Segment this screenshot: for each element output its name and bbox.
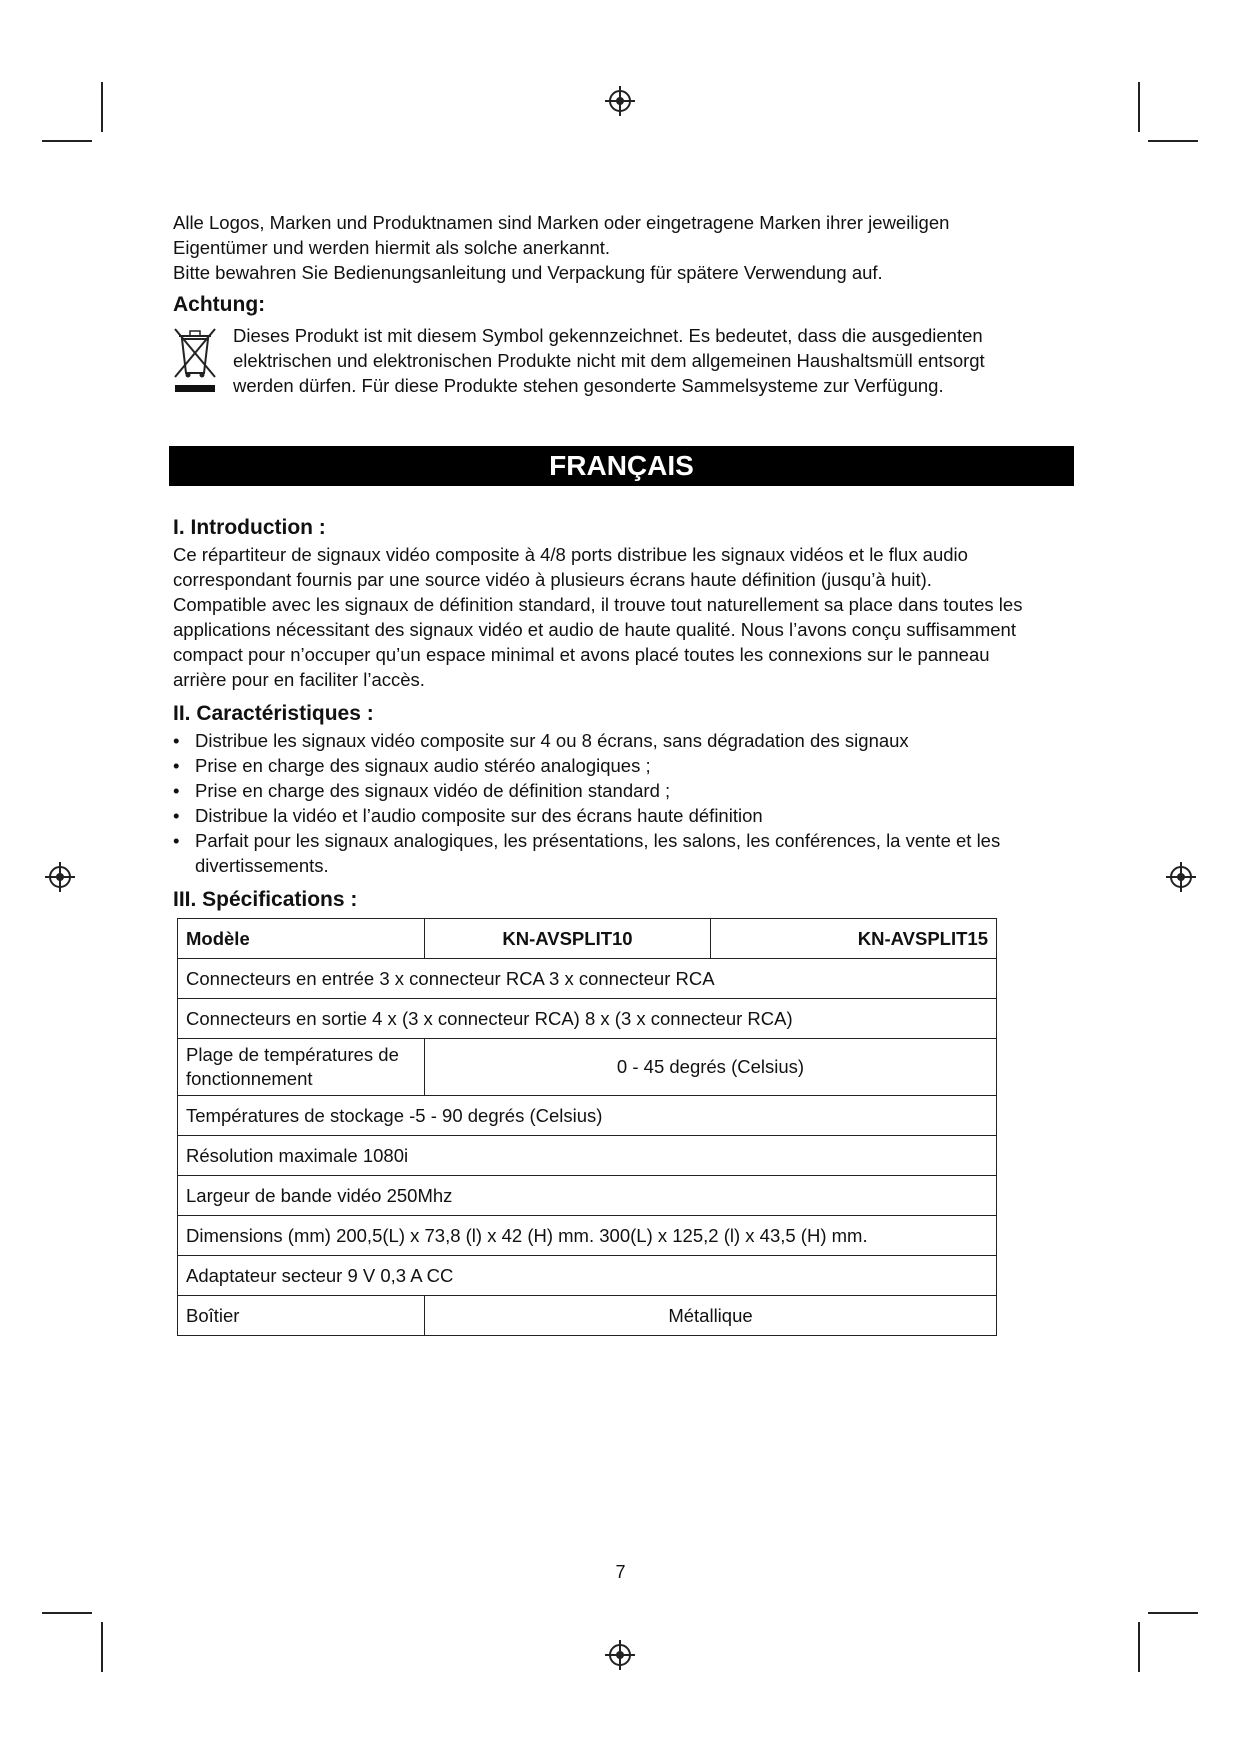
list-item [173, 728, 1073, 753]
table-header-row [178, 919, 997, 959]
table-row [178, 999, 997, 1039]
table-row [178, 1256, 997, 1296]
table-cell: Adaptateur secteur 9 V 0,3 A CC [178, 1256, 997, 1296]
language-banner: FRANÇAIS [169, 446, 1074, 486]
table-cell: Dimensions (mm) 200,5(L) x 73,8 (l) x 42 (H) mm. 300(L) x 125,2 (l) x 43,5 (H) mm. [178, 1216, 997, 1256]
crop-mark-top-right-horizontal [1148, 140, 1198, 142]
features-list [173, 728, 1073, 878]
crop-mark-bottom-right-horizontal [1148, 1612, 1198, 1614]
crop-mark-top-right-vertical [1138, 82, 1140, 132]
warning-heading: Achtung: [173, 293, 266, 316]
list-item-text: Parfait pour les signaux analogiques, les présentations, les salons, les conférences, la vente et les [195, 830, 1001, 851]
crop-mark-bottom-left-horizontal [42, 1612, 92, 1614]
list-item-text: Distribue les signaux vidéo composite sur 4 ou 8 écrans, sans dégradation des signaux [195, 730, 909, 751]
registration-mark-icon [45, 862, 75, 892]
crop-mark-bottom-right-vertical [1138, 1622, 1140, 1672]
specifications-heading: III. Spécifications : [173, 888, 358, 911]
table-row [178, 1176, 997, 1216]
table-row [178, 1296, 997, 1336]
table-cell [178, 1039, 425, 1096]
introduction-heading: I. Introduction : [173, 516, 326, 539]
list-item-text: Prise en charge des signaux audio stéréo analogiques ; [195, 755, 651, 776]
text-line: elektrischen und elektronischen Produkte nicht mit dem allgemeinen Haushaltsmüll entsorgt [233, 350, 985, 371]
crop-mark-top-left-vertical [101, 82, 103, 132]
registration-mark-icon [1166, 862, 1196, 892]
registration-mark-icon [605, 1640, 635, 1670]
text-line: Ce répartiteur de signaux vidéo composite à 4/8 ports distribue les signaux vidéos et le flux audio [173, 544, 968, 565]
weee-notice [173, 323, 1073, 398]
crop-mark-bottom-left-vertical [101, 1622, 103, 1672]
table-cell: Températures de stockage -5 - 90 degrés (Celsius) [178, 1096, 997, 1136]
table-row [178, 1136, 997, 1176]
table-cell: 0 - 45 degrés (Celsius) [425, 1039, 997, 1096]
registration-mark-icon [605, 86, 635, 116]
crop-mark-top-left-horizontal [42, 140, 92, 142]
cell-text-line: Plage de températures de [186, 1044, 399, 1065]
table-header-cell: Modèle [178, 919, 425, 959]
table-row [178, 1096, 997, 1136]
table-header-cell: KN-AVSPLIT10 [425, 919, 711, 959]
crossed-out-bin-icon [173, 325, 217, 393]
specifications-section [173, 886, 1073, 1336]
list-item [173, 803, 1073, 828]
features-heading: II. Caractéristiques : [173, 702, 374, 725]
list-item-text: Distribue la vidéo et l’audio composite sur des écrans haute définition [195, 805, 763, 826]
page-content [173, 210, 1073, 1336]
text-line: Eigentümer und werden hiermit als solche anerkannt. [173, 237, 611, 258]
table-cell: Connecteurs en entrée 3 x connecteur RCA 3 x connecteur RCA [178, 959, 997, 999]
table-row [178, 959, 997, 999]
list-item-text: Prise en charge des signaux vidéo de définition standard ; [195, 780, 671, 801]
text-line: correspondant fournis par une source vidéo à plusieurs écrans haute définition (jusqu’à huit). [173, 569, 932, 590]
german-legal-notice [173, 210, 1073, 398]
table-cell: Connecteurs en sortie 4 x (3 x connecteur RCA) 8 x (3 x connecteur RCA) [178, 999, 997, 1039]
text-line: Compatible avec les signaux de définition standard, il trouve tout naturellement sa place dans toutes les [173, 594, 1023, 615]
list-item [173, 753, 1073, 778]
text-line: Bitte bewahren Sie Bedienungsanleitung und Verpackung für spätere Verwendung auf. [173, 262, 883, 283]
text-line: applications nécessitant des signaux vidéo et audio de haute qualité. Nous l’avons conçu suffisamment [173, 619, 1016, 640]
text-line: arrière pour en faciliter l’accès. [173, 669, 425, 690]
cell-text-line: fonctionnement [186, 1068, 313, 1089]
page-number: 7 [615, 1562, 626, 1582]
table-row [178, 1216, 997, 1256]
table-row [178, 1039, 997, 1096]
table-cell: Boîtier [178, 1296, 425, 1336]
table-header-cell: KN-AVSPLIT15 [711, 919, 997, 959]
list-item [173, 828, 1073, 878]
features-section [173, 700, 1073, 878]
introduction-section [173, 514, 1073, 692]
list-item-text: divertissements. [195, 855, 329, 876]
text-line: Dieses Produkt ist mit diesem Symbol gekennzeichnet. Es bedeutet, dass die ausgedienten [233, 325, 983, 346]
text-line: Alle Logos, Marken und Produktnamen sind Marken oder eingetragene Marken ihrer jeweiligen [173, 212, 950, 233]
text-line: compact pour n’occuper qu’un espace minimal et avons placé toutes les connexions sur le panneau [173, 644, 990, 665]
specifications-table [177, 918, 997, 1336]
table-cell: Métallique [425, 1296, 997, 1336]
table-cell: Largeur de bande vidéo 250Mhz [178, 1176, 997, 1216]
text-line: werden dürfen. Für diese Produkte stehen gesonderte Sammelsysteme zur Verfügung. [233, 375, 944, 396]
list-item [173, 778, 1073, 803]
table-cell: Résolution maximale 1080i [178, 1136, 997, 1176]
